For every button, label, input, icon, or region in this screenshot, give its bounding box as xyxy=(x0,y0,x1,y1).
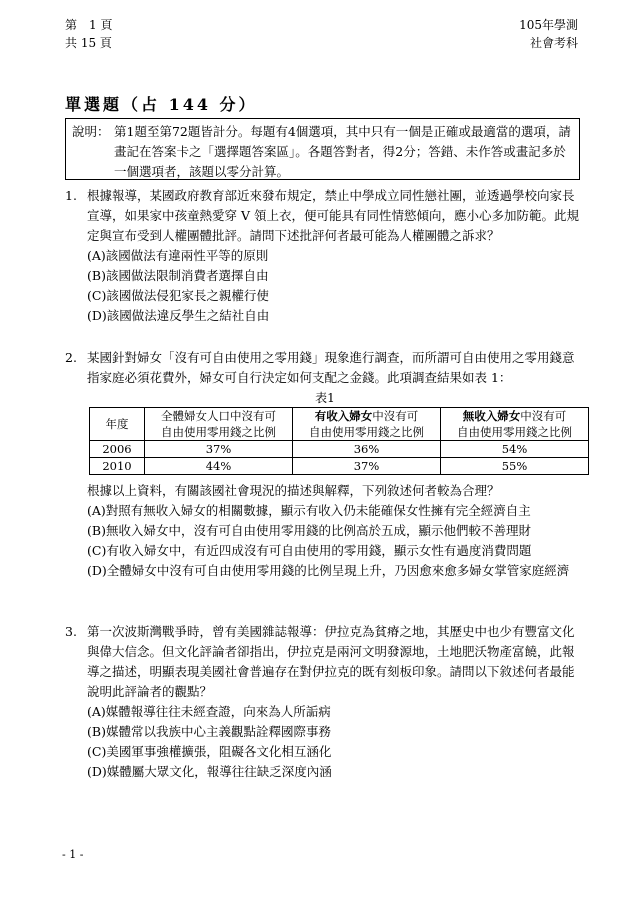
table-header-row xyxy=(90,408,589,441)
option-b[interactable]: (B)無收入婦女中，沒有可自由使用零用錢的比例高於五成，顯示他們較不善理財 xyxy=(87,523,531,538)
option-a[interactable]: (A)對照有無收入婦女的相關數據，顯示有收入仍未能確保女性擁有完全經濟自主 xyxy=(87,503,531,518)
table-row xyxy=(90,458,589,475)
instructions-box xyxy=(65,118,580,180)
exam-year: 105年學測 xyxy=(519,18,578,32)
page-total: 共 15 頁 xyxy=(65,36,112,50)
option-c[interactable]: (C)該國做法侵犯家長之親權行使 xyxy=(87,288,269,303)
col-no-income-women-header: 無收入婦女中沒有可 自由使用零用錢之比例 xyxy=(441,408,589,441)
question-stem: 根據報導，某國政府教育部近來發布規定，禁止中學成立同性戀社團，並透過學校向家長宣導，如果家中孩童熱愛穿 V 領上衣，便可能具有同性情慾傾向，應小心多加防範。此規定與宣布受到人權團體批評。請問下述批評何者最可能為人權團體之訴求？ xyxy=(87,188,579,243)
exam-subject: 社會考科 xyxy=(529,36,578,50)
col-income-women-header: 有收入婦女中沒有可 自由使用零用錢之比例 xyxy=(293,408,441,441)
year-cell: 2010 xyxy=(90,458,145,475)
question-number: 2. xyxy=(65,350,77,365)
all-cell: 44% xyxy=(145,458,293,475)
instructions-label: 說明： xyxy=(72,124,110,139)
page-header-left xyxy=(65,16,112,52)
option-d[interactable]: (D)全體婦女中沒有可自由使用零用錢的比例呈現上升，乃因愈來愈多婦女掌管家庭經濟 xyxy=(87,563,570,578)
no-income-cell: 55% xyxy=(441,458,589,475)
option-c[interactable]: (C)有收入婦女中，有近四成沒有可自由使用的零用錢，顯示女性有過度消費問題 xyxy=(87,543,532,558)
page-footer: - 1 - xyxy=(62,848,84,861)
section-title: 單選題（占 144 分） xyxy=(65,95,258,114)
question-stem: 第一次波斯灣戰爭時，曾有美國雜誌報導：伊拉克為貧瘠之地，其歷史中也少有豐富文化與偉大信念。但文化評論者卻指出，伊拉克是兩河文明發源地，土地肥沃物產富饒，此報導之描述，明顯表現美國社會普遍存在對伊拉克的既有刻板印象。請問以下敘述何者最能說明此評論者的觀點？ xyxy=(87,624,575,699)
question-2 xyxy=(65,348,585,581)
instructions-text: 第1題至第72題皆計分。每題有4個選項，其中只有一個是正確或最適當的選項，請畫記在答案卡之「選擇題答案區」。各題答對者，得2分；答錯、未作答或畫記多於一個選項者，該題以零分計算。 xyxy=(114,124,571,179)
income-cell: 37% xyxy=(293,458,441,475)
option-a[interactable]: (A)媒體報導往往未經查證，向來為人所詬病 xyxy=(87,704,331,719)
option-b[interactable]: (B)媒體常以我族中心主義觀點詮釋國際事務 xyxy=(87,724,331,739)
page-header-right xyxy=(519,16,578,52)
option-d[interactable]: (D)該國做法違反學生之結社自由 xyxy=(87,308,270,323)
question-1 xyxy=(65,186,585,326)
year-cell: 2006 xyxy=(90,441,145,458)
all-cell: 37% xyxy=(145,441,293,458)
option-c[interactable]: (C)美國軍事強權擴張，阻礙各文化相互涵化 xyxy=(87,744,332,759)
question-post-text: 根據以上資料，有關該國社會現況的描述與解釋，下列敘述何者較為合理？ xyxy=(87,483,500,498)
option-b[interactable]: (B)該國做法限制消費者選擇自由 xyxy=(87,268,269,283)
col-all-women-header: 全體婦女人口中沒有可 自由使用零用錢之比例 xyxy=(145,408,293,441)
table-caption: 表1 xyxy=(315,391,335,405)
question-number: 1. xyxy=(65,188,77,203)
year-header: 年度 xyxy=(90,408,145,441)
table-row xyxy=(90,441,589,458)
data-table xyxy=(89,407,589,475)
question-3 xyxy=(65,622,585,782)
no-income-cell: 54% xyxy=(441,441,589,458)
income-cell: 36% xyxy=(293,441,441,458)
question-number: 3. xyxy=(65,624,77,639)
page-number: 第 1 頁 xyxy=(65,18,113,32)
option-a[interactable]: (A)該國做法有違兩性平等的原則 xyxy=(87,248,269,263)
question-stem: 某國針對婦女「沒有可自由使用之零用錢」現象進行調查，而所謂可自由使用之零用錢意指家庭必須花費外，婦女可自行決定如何支配之金錢。此項調查結果如表 1： xyxy=(87,350,575,385)
option-d[interactable]: (D)媒體屬大眾文化，報導往往缺乏深度內涵 xyxy=(87,764,332,779)
